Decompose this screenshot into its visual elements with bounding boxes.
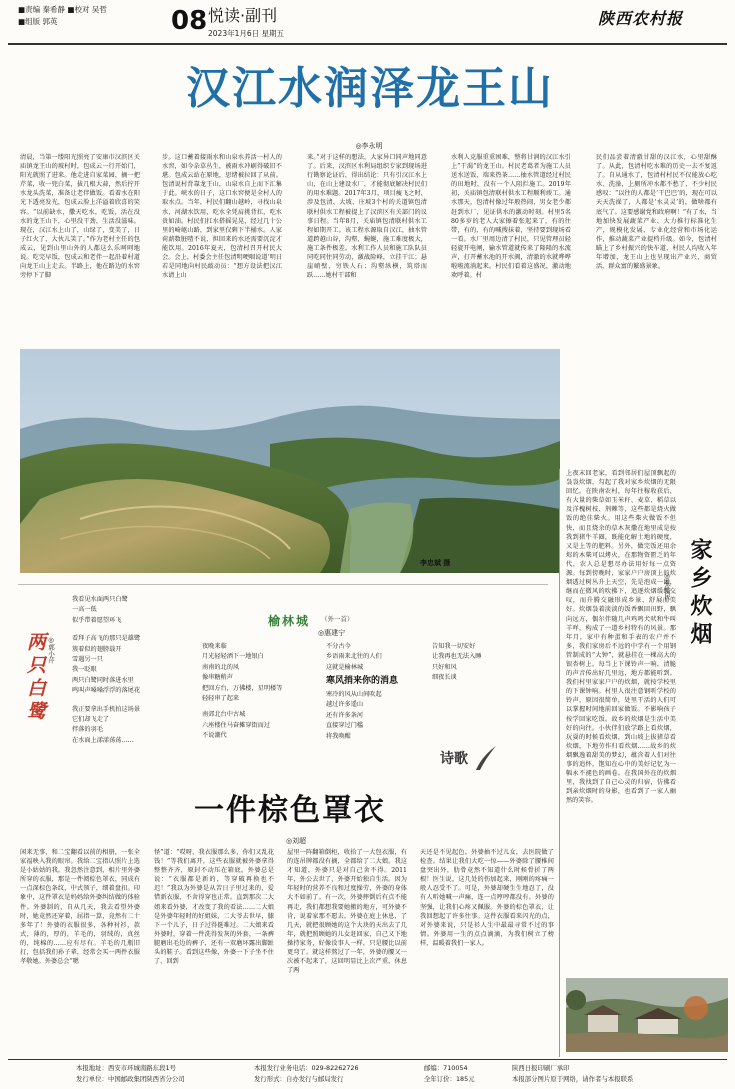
poetry-badge [440, 742, 500, 772]
footer-printer: 陕西日报印刷厂承印 [512, 1064, 570, 1072]
poem2-line: 将我唤醒 [326, 732, 351, 740]
poem2-col-1 [202, 642, 312, 742]
poem1-line: 我正要拿出手机拍这场景 [72, 705, 141, 713]
poem1-line: 我一眨眼 [72, 666, 97, 674]
footer-address: 本报地址：西安市环城南路东段1号 [76, 1064, 176, 1072]
poem2-col-3 [326, 690, 426, 742]
poetry-badge-label: 诗歌 [440, 751, 468, 767]
article1-col-4: 水利人克服重重困难，整将甘润的汉江水引上“干渴”的龙王山。村民老葛者为施工人员送水送饭，端来热茶……抽水管道经过村民的田地时，没有一个人阻拦施工。2019年初，关庙镇包清联村供水工程顺利竣工。通水那天，包清村像过年般热闹，男女老少都赶到水厂，见证供水的激动时刻。村里5名80多岁的老人大家擦着张起来了，有的往带，有的，有的喊搜抹着，坚持要到现场看一看。水厂里周边清了村民，只见管理员轻轻旋开电闸，输水管道就传来了隆隆的水流声，打开蓄水池的开水阀，清澈的水就哗哗啦啦流淌起来。村民们看着这盛况，激动地欢呼着。村 [451, 154, 571, 280]
poem2-author: ◎惠建宁 [318, 629, 346, 637]
article3-col-3: 屋里一阵翻箱倒柜，收拾了一大包衣服，有的连吊牌都没有摘，全都给了二大娘。我这才知道，外婆只是对自己舍不得。2011年，外公去世了，外婆开始独自生活。因为年轻时的营养不良和过度操劳，外婆的身体大不如前了。有一次，外婆摔倒后有点不能再走，我们都想我要她搬的地方，可外婆不肯，说着家那不愿去。外婆在庭上休息，了几天，就把很顾她的这个大块的天出去了几年，就把照顾她的儿女赶回家，自己又下地操持家务，好像没事人一样，只是腰比以前更弯了。就这样熬过了一年，外婆的腰又一次被不起来了，这回明显比上次严重，休息了两 [287, 849, 407, 975]
poem2-subtitle: （外一首） [321, 615, 354, 623]
issue-date: 2023年1月6日 星期五 [208, 29, 285, 38]
poem2-line: 像串糖稍声 [202, 674, 233, 682]
article1-col-1: 清晨，当第一缕阳光照亮了安康市汉滨区关庙镇龙王山的坡村时，包成云一行开始门，阳光就照了进来。他走进自家菜园，摘一把芹菜，收一兜白菜，拔几根大蒜，然后拧开水龙头洗菜，准备让老伴做饭。看着水在阳光下透亮发光，包成云脸上洋溢着欣喜的笑容。“以前缺水，撒天吃水，吃饭，活在没水的龙王山下，心里没干劲，生活没滋味。现在，汉江水上山了，山绿了，变美了，日子红火了，大伙儿笑了。”作为老村主任的包成云，见到山里山外的人都这么乐呵呵地说。吃完早饭，包成云和老伴一起沿着村道向龙王山上走去。半路上，他在路边的水窖旁停下了脚 [20, 154, 140, 280]
poem2-line: 只好和风 [432, 663, 457, 671]
masthead-rule [8, 43, 727, 45]
poem1-line: 似乎带着愿望环飞 [72, 616, 122, 624]
article2-title: 家乡炊烟 [687, 538, 712, 650]
article2-author: ◎张怡民 [663, 572, 671, 600]
poem2-line: 月光轻轻洒下一地银白 [202, 653, 264, 661]
section-name: 悦读·副刊 [208, 6, 278, 25]
poem2-line: 轻轻串了起来 [202, 695, 240, 703]
footer-notice: 本报部分图片原于网络，请作者与本报联系 [512, 1075, 634, 1083]
poem1-lines [72, 595, 192, 746]
poem1-line: 鸣叫声嗓嗓浮浮的落尾花 [72, 687, 141, 695]
editor-credits [18, 4, 168, 28]
village-photo [566, 978, 728, 1052]
article3-col-2: 怪”道：“哎呀，我衣服那么多，你们又乱花钱！”等我们离开，这些衣服就被外婆拿得整整齐齐，原封不动压在箱底。外婆总是说：“衣服都是新的，等穿破再换也不迟！”我以为外婆是从苦日子里过来的，爱惜新衣服，不舍得穿也正常。直到那次二大姐来看外婆，才改变了我的看法……二大娘是外婆年轻时的好姐妹，二大爷去世早，膝下一个儿子，日子过得挺难过。二大娘来看外婆时，穿着一件洗得发灰的外套，一条裤腿磨出毛边的裤子，还有一双磨坏露出脚趾头的鞋子。看到这些像，外婆一下子坐不住了，回到 [154, 849, 274, 966]
poem2-line: 告知我一切安好 [432, 643, 476, 650]
article3-col-1: 闲来无事，和二宝翻看以前的相册，一张全家福映入我的眼帘。我给二宝指认照片上选是小姑姑的我。我忽然注意到，相片里外婆所穿的衣服，那是一件阅棕色罩衣，同成有一点深棕色条纹，中式领子，细着盘扣。印象中，这件罩衣是妈妈给外婆纠结做的体验件。外婆制的，自从几天，我去看望外婆时，她竟然还穿着，屈指一算，竟然有二十多年了！外婆的衣服很多，各种衬衫，款式，薄的，厚的，羊毛的，羽绒的，真丝的，纯棉的……应有尽有。羊毛的几瓶旧打，包括我们孙子辈，经常会买一两件衣服孝敬她。外婆总会“嗯 [20, 849, 140, 966]
poem1-line: 雪遇另一只 [72, 656, 103, 664]
article3-author: ◎刘超 [285, 837, 307, 845]
poem2-line: 南南的北的风 [202, 663, 240, 671]
poem1-spacer [72, 626, 192, 634]
photo-credit: 李忠斌 摄 [420, 559, 451, 567]
column-rule [559, 469, 560, 1057]
article1-col-2: 步。这口蓄着接雨水和山泉水养活一村人的水窖，如今杂草丛生，被雨水冲刷得破旧不堪。包成云站在原地，思绪被拉回了从前。包清说村背靠龙王山，山泉水自上而下汇集于此。峡水的日子，这口水窖便是全村人的取水点。当年，村民们翻山越岭，寻找山泉水，河湖水饮用，吃水全凭肩挑背扛，吃水贵如油。村民们扛水搭摇晃晃，经过几十公里的崎岖山路，到家里仅剩下半桶水。人家荷薪数脏喳不说，担回来的水还需要沉淀才能饮用。2016年夏天，包清村召开村民大会。会上，村委会主任包清明哽咽说道‘明日若是同地向村民敲动员：“想方设法把汉江水请上山 [162, 154, 282, 280]
footer-distributor: 发行单位：中国邮政集团陕西省分公司 [76, 1075, 185, 1083]
article3-col-4: 天还是不见起色。外婆抽不过儿女，去医院做了检查。结果让我们大吃一惊——外婆除了腰椎间盘突出外，肋骨竟然不知道什么时候骨折了两根！医生说，这几处的伤加起来，刚刚的疼痛一般人忍受不了。可是，外婆却硬生生地忍了，没有人听她喊一声痛，连一点哼哼都没有。外婆的坚强，让我们心疼又佩服。外婆的棕色罩衣，让我回想起了许多往事。这件衣服看来闪光的点，对外婆来说，只是衫人生中最最寻常不过的事情。外婆用一生的点点滴滴，为我们树立了榜样，温暖着我们一家人。 [420, 849, 554, 947]
poem2-line: 还有许多条河 [326, 711, 364, 719]
credits-line-1: ■责编 秦希静 ■校对 吴哲 [18, 5, 107, 14]
poem1-line: 两只白鹭同时落进水里 [72, 676, 134, 684]
poem1-author: ◎郭小芹 [47, 636, 55, 664]
article3-title: 一件棕色罩衣 [194, 793, 386, 828]
poem2-line: 乡语雨来北往的人们 [326, 653, 382, 661]
poem2-line: 把回方台，万佛楼，星明楼等 [202, 684, 283, 692]
poem1-title: 两只白鹭 [24, 632, 46, 724]
poem2-line: 不说潮代 [202, 732, 227, 740]
article1-col-5: 民们品尝着清澈甘甜的汉江水，心里甜酥了。从此，包清村吃水难的历史一去不复返了。自从通水了，包清村村民不仅能放心吃水、洗澡，上厕所冲水都不愁了，不少村民感叹：“以往的人都是‘干巴巴’的，现在可以天天洗澡了，人都是‘水灵灵’的，做啥都有底气了。这要感谢党和政府啊！”有了水，当地加快发展蔬菜产业、大力推行标准化生产，规模化发展、专业化经营和市场化运作，推动蔬菜产业提档升级。如今，包清村瞄上了乡村振兴的快车道，村民人均收入年年增加，龙王山上也呈现出产业兴，商贸活，群众富的繁盛景象。 [596, 154, 717, 271]
poem1-line: 在水面上漾漾荡荡…… [72, 736, 134, 744]
poem2-title: 榆林城 [268, 614, 311, 628]
landscape-photo [20, 349, 560, 573]
poem1-line: 它们却飞走了 [72, 716, 110, 724]
poem2-col-2 [326, 642, 426, 673]
article1-author: ◎李永明 [355, 142, 383, 150]
credits-line-2: ■组版 郭英 [18, 17, 58, 26]
poem2-line: 直接穿过门槛 [326, 722, 364, 730]
poem2-line: 这就是榆林城 [326, 663, 364, 671]
article2-body: 上夜末回老家，看到邻居们屋顶飘起的袅袅炊烟，勾起了我对家乡炊烟的无限回忆。在陕南农村，每年往稼收获后，有大量的柴草如玉米秆、麦草、稻草以及洋槐树枝、荆棘等，这些都是烧火做饭的绝佳柴火。用这些柴火做饭不但快，而且烧余的草木灰撒在地里成是按我到猪牛羊圈，既能化解土地的硬度，又是上等的肥料。另外，做完饭还用余烬的木柴可以烤火，在那物资匮乏的年代，农人总是想尽办法用好每一点资源。每到傍晚时，家家户户房顶上的炊烟透过树丛升上天空，先是泡成一团，继而在微风的吹拂下，追逐炊烟缓缓交叹，而升腾交融形成乡景，舒展而美好。炊烟袅着淡淡的饭香飘回田野，飘向远方，偶尔伴随几声鸡鸣犬吠和牛叫羊咩，构成了一道乡村特有的风景。那年月，家中有种蛋和手表的农户并不多，我们家房后不远的中学有一个用钢管制成的“大钟”，就悬挂在一棵高大的银杏树上。每当上下课铃声一响，清脆的声音传出好几里远，地方都能听到。我们村里家家户户的炊烟，就按学校里的下课钟响。村里人很注意钢听学校的铃声，原因很简单，处里干活的人们可以掌握时间地前回家做饭。不影响孩子按学回家吃饭。故乡的炊烟是生活中美好的向往。小伙伴们放学路上看炊烟，玩耍的时候看炊烟，到山坡上拔猪草看炊烟，下地劳作归看炊烟……故乡的炊烟飘逸着甜美的梦幻，蕴含着人们对往事的追怀，饱知在心中的美好记忆为一幅永不褪色的画卷。在我国外在的炊烟里，我找到了自己心灵的归宿，仿佛看到亲炊烟时的身影，也看到了一家人幽然的笑容。 [566, 470, 676, 805]
poem1-line: 拌落的羽毛 [72, 726, 103, 734]
poem2-line: 六座楼住马奋摊穿街而过 [202, 721, 271, 729]
poem2-line: 南郊北台中古城 [202, 711, 246, 719]
article1-col-3: 来。”对于这样的想法，大家异口同声地同意了。后来，汉滨区水利局组织专家到现场进行勘察论证后，得出结论：只有引汉江水上山，在山上建设水厂，才能彻底解决村民们的用水难题。2017年3月，项目瘦飞之时，涉及包清、大坡、庄坡3个村的关道镇包清联村供水工程被提上了汉滨区有关部门的议事日程。当年8月，关庙镇包清联村供水工程如期开工。该工程水源取自汉江，抽水管道跨越山谷，沟壑，蜿蜒，施工难度极大，施工条件极差。水利工作人员和施工队队员同吃同住同劳动，激战险峰，立挂干江；悬崖峭壁，穷铁人石；沟壑纵横，筑塔而跃……她村干部和 [307, 154, 427, 280]
poem-area-rule [18, 584, 548, 585]
poem2-line: 寒冷的风从山间吹起 [326, 691, 382, 698]
page-number: 08 [171, 6, 208, 36]
poem1-line: 看拜子高飞的那只是雄鹭 [72, 635, 141, 643]
article1-title: 汉江水润泽龙王山 [186, 63, 554, 114]
poem1-line: 我看见水面两只白鹭 [72, 596, 128, 603]
poem1-spacer [72, 697, 192, 705]
poem2-line: 夜晚来临 [202, 643, 227, 650]
footer-price: 全年订价：185元 [424, 1075, 475, 1083]
poem1-line: 一高一低 [72, 606, 97, 614]
poem2-line: 越过许多遥山 [326, 701, 364, 709]
footer-postcode: 邮编：710054 [424, 1064, 468, 1072]
poem2-line: 让我再也无法入睡 [432, 653, 482, 661]
footer-rule [8, 1059, 727, 1060]
footer-phone: 本报发行业务电话：029-82262726 [254, 1064, 359, 1072]
poem2-line: 不分古今 [326, 643, 351, 650]
poem1-line: 簇着似的翅膀载开 [72, 645, 122, 653]
poem2-subpoem-title: 寒风捎来你的消息 [326, 676, 399, 686]
poem2-line: 细夜长谈 [432, 674, 457, 682]
poem2-col-4 [432, 642, 532, 684]
paper-logo: 陕西农村报 [598, 9, 684, 28]
footer-distribution-type: 发行形式：自办发行与邮局发行 [254, 1075, 344, 1083]
